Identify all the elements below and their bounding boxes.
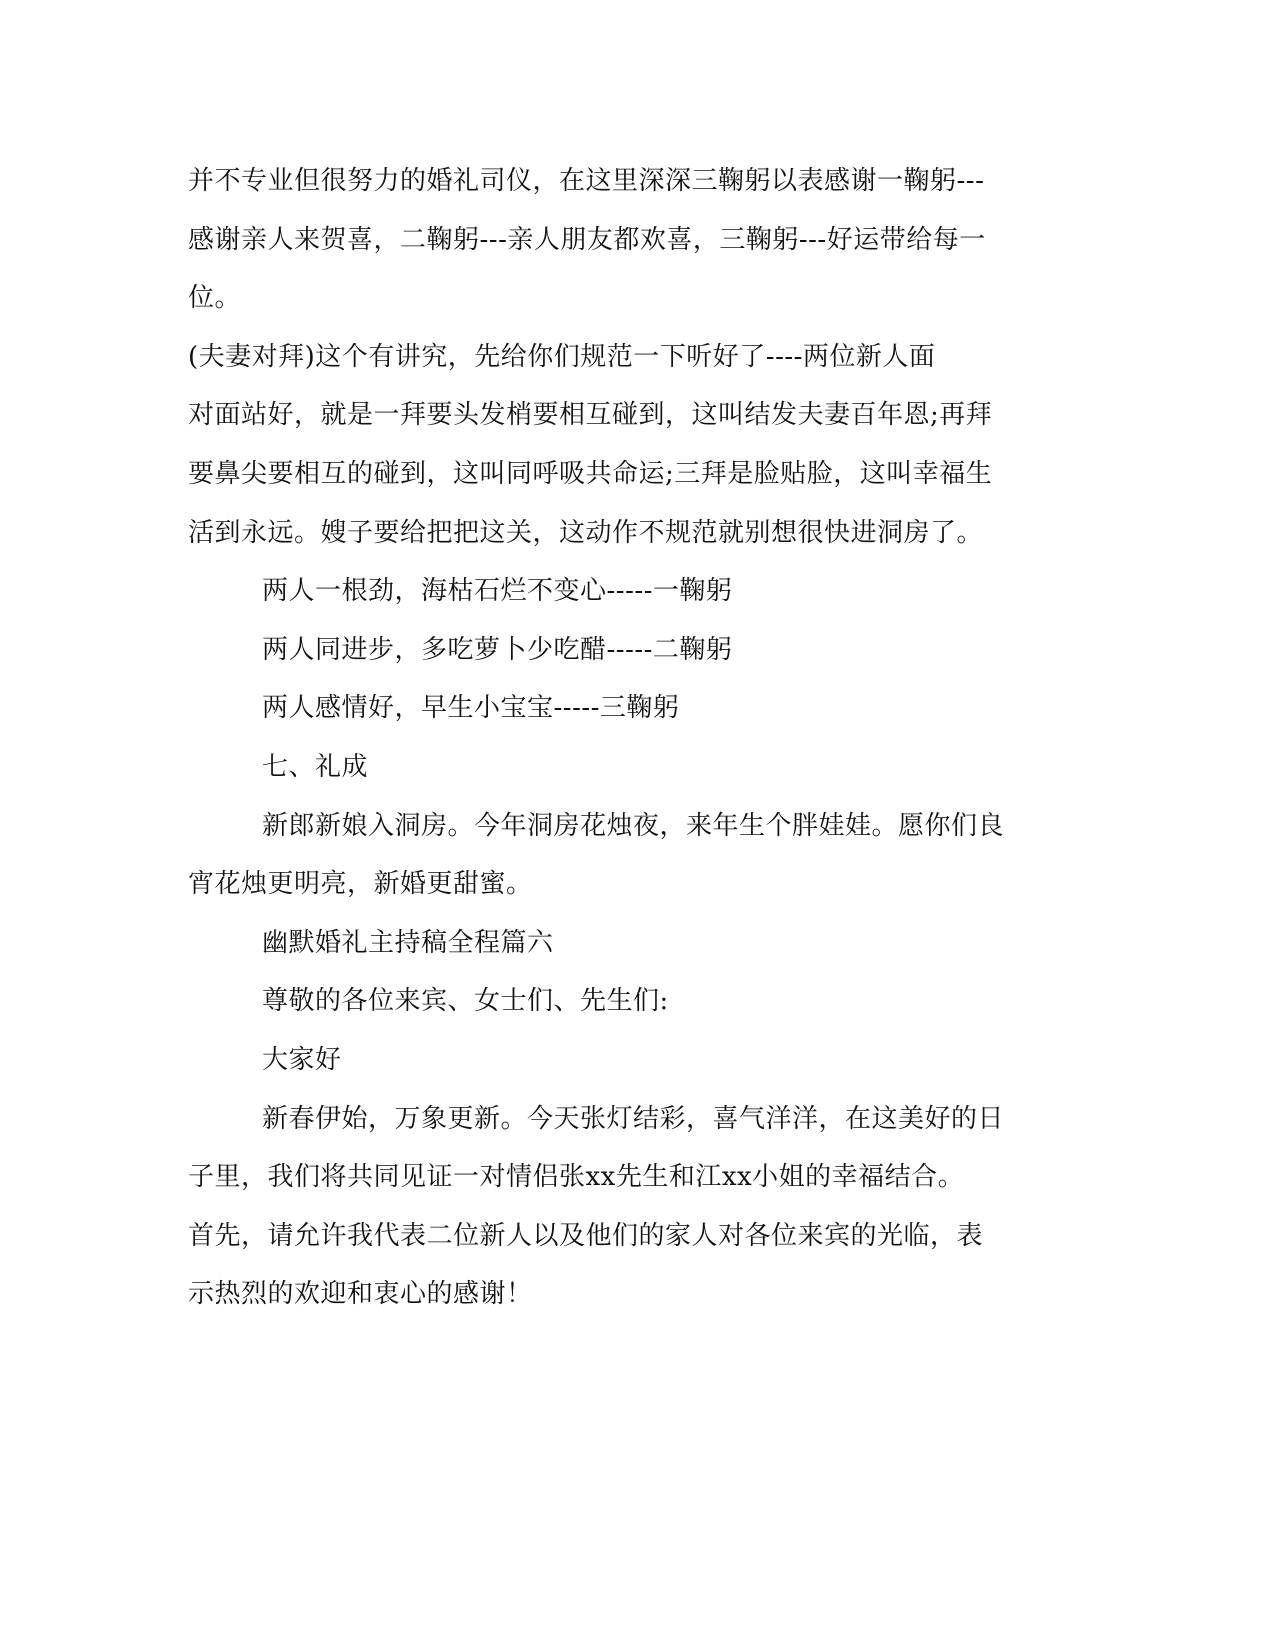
paragraph-line: 首先，请允许我代表二位新人以及他们的家人对各位来宾的光临，表 xyxy=(188,1221,984,1251)
verse-line: 两人一根劲，海枯石烂不变心-----一鞠躬 xyxy=(262,576,733,606)
verse-line: 两人同进步，多吃萝卜少吃醋-----二鞠躬 xyxy=(262,635,733,665)
verse-line: 两人感情好，早生小宝宝-----三鞠躬 xyxy=(262,693,680,723)
paragraph-line: 子里，我们将共同见证一对情侣张xx先生和江xx小姐的幸福结合。 xyxy=(188,1162,965,1192)
paragraph-line: 宵花烛更明亮，新婚更甜蜜。 xyxy=(188,869,533,899)
paragraph-line: 新郎新娘入洞房。今年洞房花烛夜，来年生个胖娃娃。愿你们良 xyxy=(262,811,1005,841)
section-heading: 七、礼成 xyxy=(262,752,369,782)
paragraph-line: (夫妻对拜)这个有讲究，先给你们规范一下听好了----两位新人面 xyxy=(188,342,936,372)
section-heading: 幽默婚礼主持稿全程篇六 xyxy=(262,928,554,958)
paragraph-line: 对面站好，就是一拜要头发梢要相互碰到，这叫结发夫妻百年恩;再拜 xyxy=(188,400,993,430)
paragraph-line: 新春伊始，万象更新。今天张灯结彩，喜气洋洋，在这美好的日 xyxy=(262,1104,1005,1134)
paragraph-line: 示热烈的欢迎和衷心的感谢！ xyxy=(188,1279,533,1309)
paragraph-line: 并不专业但很努力的婚礼司仪，在这里深深三鞠躬以表感谢一鞠躬--- xyxy=(188,166,985,196)
paragraph-line: 要鼻尖要相互的碰到，这叫同呼吸共命运;三拜是脸贴脸，这叫幸福生 xyxy=(188,459,993,489)
greeting-line: 尊敬的各位来宾、女士们、先生们: xyxy=(262,986,669,1016)
paragraph-line: 位。 xyxy=(188,283,242,313)
paragraph-line: 感谢亲人来贺喜，二鞠躬---亲人朋友都欢喜，三鞠躬---好运带给每一 xyxy=(188,225,986,255)
paragraph-line: 活到永远。嫂子要给把把这关，这动作不规范就别想很快进洞房了。 xyxy=(188,518,984,548)
greeting-line: 大家好 xyxy=(262,1045,342,1075)
